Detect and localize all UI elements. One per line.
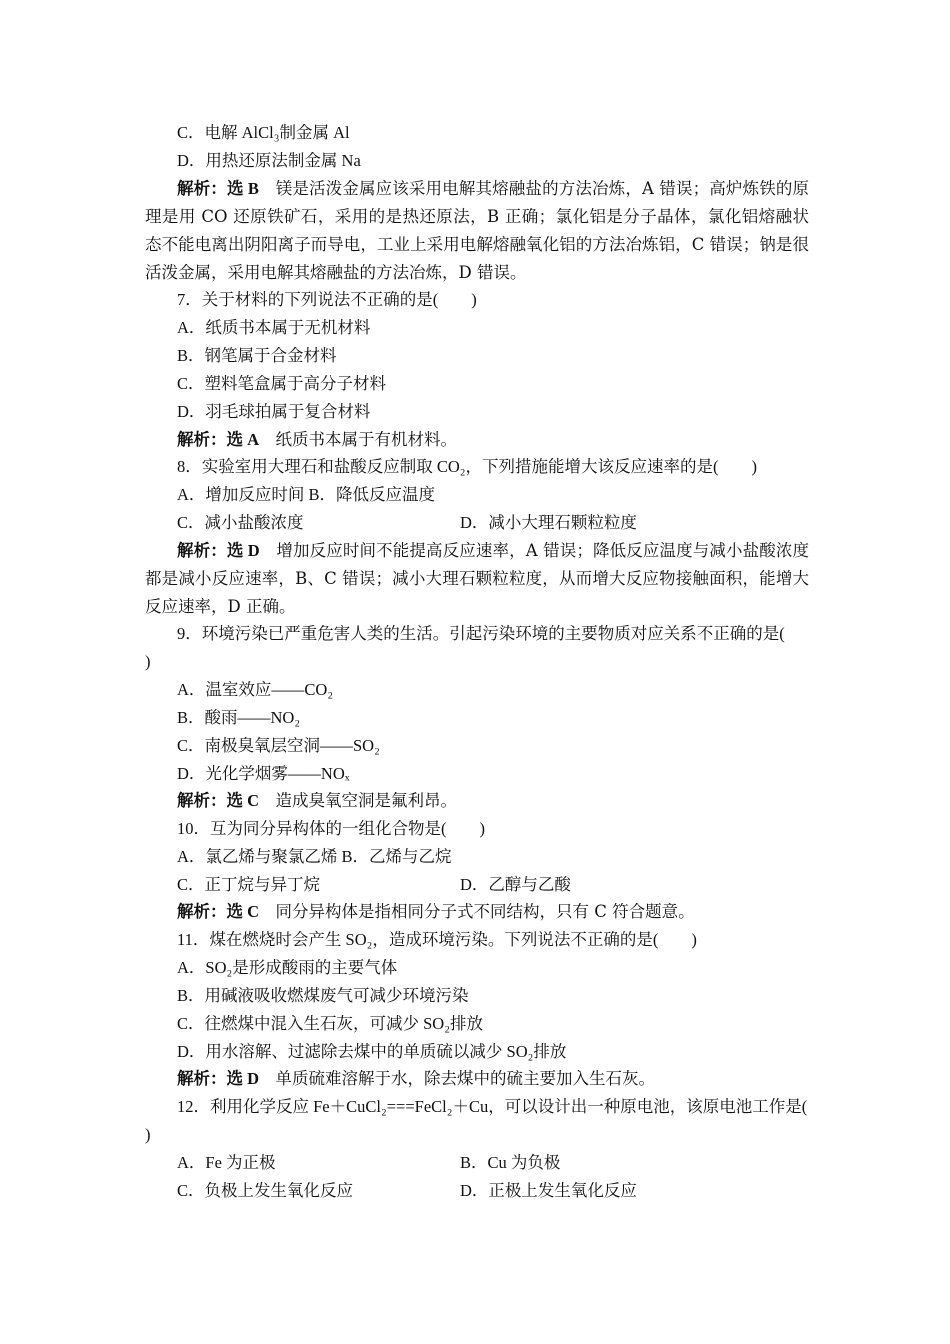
q7-option-c: C．塑料笔盒属于高分子材料 bbox=[177, 374, 387, 393]
q8-option-c: C．减小盐酸浓度 bbox=[177, 513, 304, 532]
q10-option-d: D．乙醇与乙酸 bbox=[460, 875, 571, 894]
q7-stem: 7．关于材料的下列说法不正确的是( ) bbox=[177, 290, 477, 309]
q10-options-ab: A．氯乙烯与聚氯乙烯 B．乙烯与乙烷 bbox=[177, 847, 452, 866]
q9-stem: 9．环境污染已严重危害人类的生活。引起污染环境的主要物质对应关系不正确的是( bbox=[177, 624, 785, 643]
q11-stem: 11．煤在燃烧时会产生 SO₂，造成环境污染。下列说法不正确的是( ) bbox=[177, 930, 697, 949]
analysis-label: 解析：选 A bbox=[177, 430, 260, 449]
analysis-text: 单质硫难溶解于水，除去煤中的硫主要加入生石灰。 bbox=[259, 1069, 656, 1088]
analysis-label: 解析：选 C bbox=[177, 791, 260, 810]
q12-option-c: C．负极上发生氧化反应 bbox=[177, 1181, 354, 1200]
q9-option-d: D．光化学烟雾——NOₓ bbox=[177, 764, 350, 783]
analysis-label: 解析：选 D bbox=[177, 541, 260, 560]
q9-option-b: B．酸雨——NO₂ bbox=[177, 708, 301, 727]
q12-option-a: A．Fe 为正极 bbox=[177, 1153, 276, 1172]
q12-stem-end: ) bbox=[145, 1125, 151, 1144]
q11-option-d: D．用水溶解、过滤除去煤中的单质硫以减少 SO₂排放 bbox=[177, 1042, 567, 1061]
q9-analysis bbox=[177, 790, 457, 812]
analysis-label: 解析：选 B bbox=[177, 179, 259, 198]
q11-option-c: C．往燃煤中混入生石灰，可减少 SO₂排放 bbox=[177, 1014, 483, 1033]
q9-stem-end: ) bbox=[145, 652, 151, 671]
q12-option-d: D．正极上发生氧化反应 bbox=[460, 1181, 637, 1200]
q11-analysis bbox=[177, 1068, 655, 1090]
analysis-text: 增加反应时间不能提高反应速率，A 错误；降低反应温度与减小盐酸浓度都是减小反应速率，B、C 错误；减小大理石颗粒粒度，从而增大反应物接触面积，能增大反应速率，D 正确。 bbox=[145, 541, 809, 616]
analysis-text: 镁是活泼金属应该采用电解其熔融盐的方法冶炼，A 错误；高炉炼铁的原理是用 CO 还原铁矿石，采用的是热还原法，B 正确；氯化铝是分子晶体，氯化铝熔融状态不能电离出阴阳离子而导电，工业上采用电解熔融氧化铝的方法冶炼铝，C 错误；钠是很活泼金属，采用电解其熔融盐的方法冶炼，D 错误。 bbox=[145, 179, 809, 282]
q12-option-b: B．Cu 为负极 bbox=[460, 1153, 561, 1172]
q11-option-b: B．用碱液吸收燃煤废气可减少环境污染 bbox=[177, 986, 469, 1005]
q7-option-a: A．纸质书本属于无机材料 bbox=[177, 318, 371, 337]
q8-option-d: D．减小大理石颗粒粒度 bbox=[460, 513, 637, 532]
q6-analysis bbox=[145, 175, 809, 287]
q8-options-ab: A．增加反应时间 B．降低反应温度 bbox=[177, 485, 436, 504]
q6-option-d: D．用热还原法制金属 Na bbox=[177, 151, 361, 170]
q9-option-c: C．南极臭氧层空洞——SO₂ bbox=[177, 736, 380, 755]
q7-option-b: B．钢笔属于合金材料 bbox=[177, 346, 337, 365]
q7-option-d: D．羽毛球拍属于复合材料 bbox=[177, 402, 371, 421]
q10-analysis bbox=[177, 901, 695, 923]
q12-stem: 12．利用化学反应 Fe＋CuCl₂===FeCl₂＋Cu，可以设计出一种原电池，该原电池工作是( bbox=[177, 1097, 808, 1116]
analysis-text: 造成臭氧空洞是氟利昂。 bbox=[259, 791, 458, 810]
analysis-label: 解析：选 D bbox=[177, 1069, 260, 1088]
q8-analysis bbox=[145, 537, 809, 621]
analysis-text: 同分异构体是指相同分子式不同结构，只有 C 符合题意。 bbox=[259, 902, 695, 921]
q11-option-a: A．SO₂是形成酸雨的主要气体 bbox=[177, 958, 398, 977]
q9-option-a: A．温室效应——CO₂ bbox=[177, 680, 334, 699]
q6-option-c: C．电解 AlCl₃制金属 Al bbox=[177, 123, 350, 142]
q10-stem: 10．互为同分异构体的一组化合物是( ) bbox=[177, 819, 485, 838]
analysis-text: 纸质书本属于有机材料。 bbox=[259, 430, 458, 449]
q10-option-c: C．正丁烷与异丁烷 bbox=[177, 875, 321, 894]
q8-stem: 8．实验室用大理石和盐酸反应制取 CO₂，下列措施能增大该反应速率的是( ) bbox=[177, 457, 758, 476]
q7-analysis bbox=[177, 429, 457, 451]
analysis-label: 解析：选 C bbox=[177, 902, 260, 921]
